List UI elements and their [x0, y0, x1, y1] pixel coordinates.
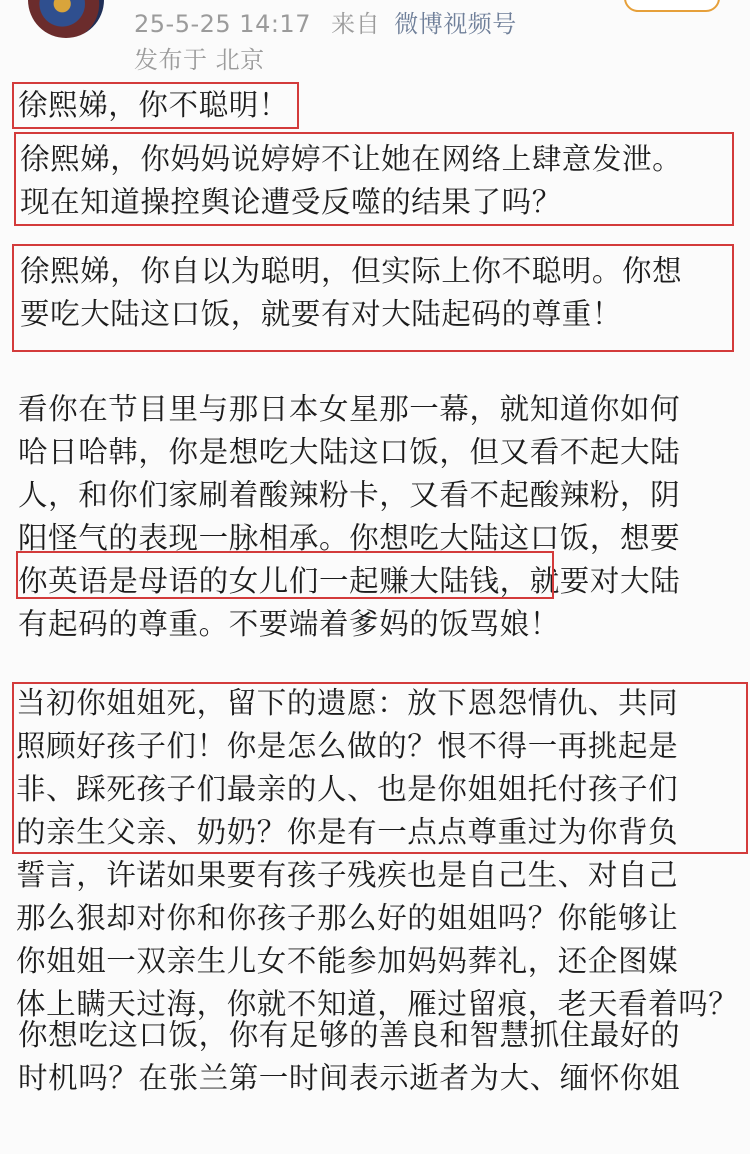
paragraph-3 [12, 244, 734, 352]
text-line: 看你在节目里与那日本女星那一幕，就知道你如何 [18, 392, 681, 426]
text-line: 哈日哈韩，你是想吃大陆这口饭，但又看不起大陆 [18, 435, 681, 469]
highlight-box [12, 682, 748, 854]
text-line: 要吃大陆这口饭，就要有对大陆起码的尊重！ [20, 297, 623, 331]
post-header [0, 0, 750, 78]
text-line: 徐熙娣，你不聪明！ [18, 88, 289, 122]
avatar[interactable] [28, 0, 104, 38]
source-link[interactable]: 微博视频号 [394, 10, 517, 38]
text-line: 那么狠却对你和你孩子那么好的姐姐吗？你能够让 [16, 901, 679, 935]
text-line: 时机吗？在张兰第一时间表示逝者为大、缅怀你姐 [18, 1061, 681, 1095]
text-line: 你英语是母语的女儿们一起赚大陆钱，就要对大陆 [18, 564, 681, 598]
text-line: 现在知道操控舆论遭受反噬的结果了吗？ [20, 185, 562, 219]
text-line: 非、踩死孩子们最亲的人、也是你姐姐托付孩子们 [16, 772, 679, 806]
follow-button[interactable] [624, 0, 720, 12]
paragraph-4 [18, 388, 680, 646]
text-line: 徐熙娣，你妈妈说婷婷不让她在网络上肆意发泄。 [20, 142, 683, 176]
text-line: 有起码的尊重。不要端着爹妈的饭骂娘！ [18, 607, 560, 641]
text-line: 徐熙娣，你自以为聪明，但实际上你不聪明。你想 [20, 254, 683, 288]
text-line: 照顾好孩子们！你是怎么做的？恨不得一再挑起是 [16, 729, 679, 763]
paragraph-1 [12, 82, 299, 129]
text-line: 你姐姐一双亲生儿女不能参加妈妈葬礼，还企图媒 [16, 944, 679, 978]
highlight-box [16, 551, 554, 599]
post-timestamp: 25-5-25 14:17 [134, 10, 311, 38]
post-meta [134, 4, 517, 39]
text-line: 誓言，许诺如果要有孩子残疾也是自己生、对自己 [16, 858, 679, 892]
text-line: 你想吃这口饭，你有足够的善良和智慧抓住最好的 [18, 1018, 681, 1052]
text-line: 体上瞒天过海，你就不知道，雁过留痕，老天看着吗？ [16, 987, 739, 1021]
post-location: 发布于 北京 [134, 46, 265, 74]
from-label: 来自 [331, 10, 381, 38]
text-line: 阳怪气的表现一脉相承。你想吃大陆这口饭，想要 [18, 521, 681, 555]
paragraph-6 [18, 1014, 680, 1100]
text-line: 的亲生父亲、奶奶？你是有一点点尊重过为你背负 [16, 815, 679, 849]
text-line: 当初你姐姐死，留下的遗愿：放下恩怨情仇、共同 [16, 686, 679, 720]
text-line: 人，和你们家刷着酸辣粉卡，又看不起酸辣粉，阴 [18, 478, 681, 512]
paragraph-2 [14, 132, 734, 226]
